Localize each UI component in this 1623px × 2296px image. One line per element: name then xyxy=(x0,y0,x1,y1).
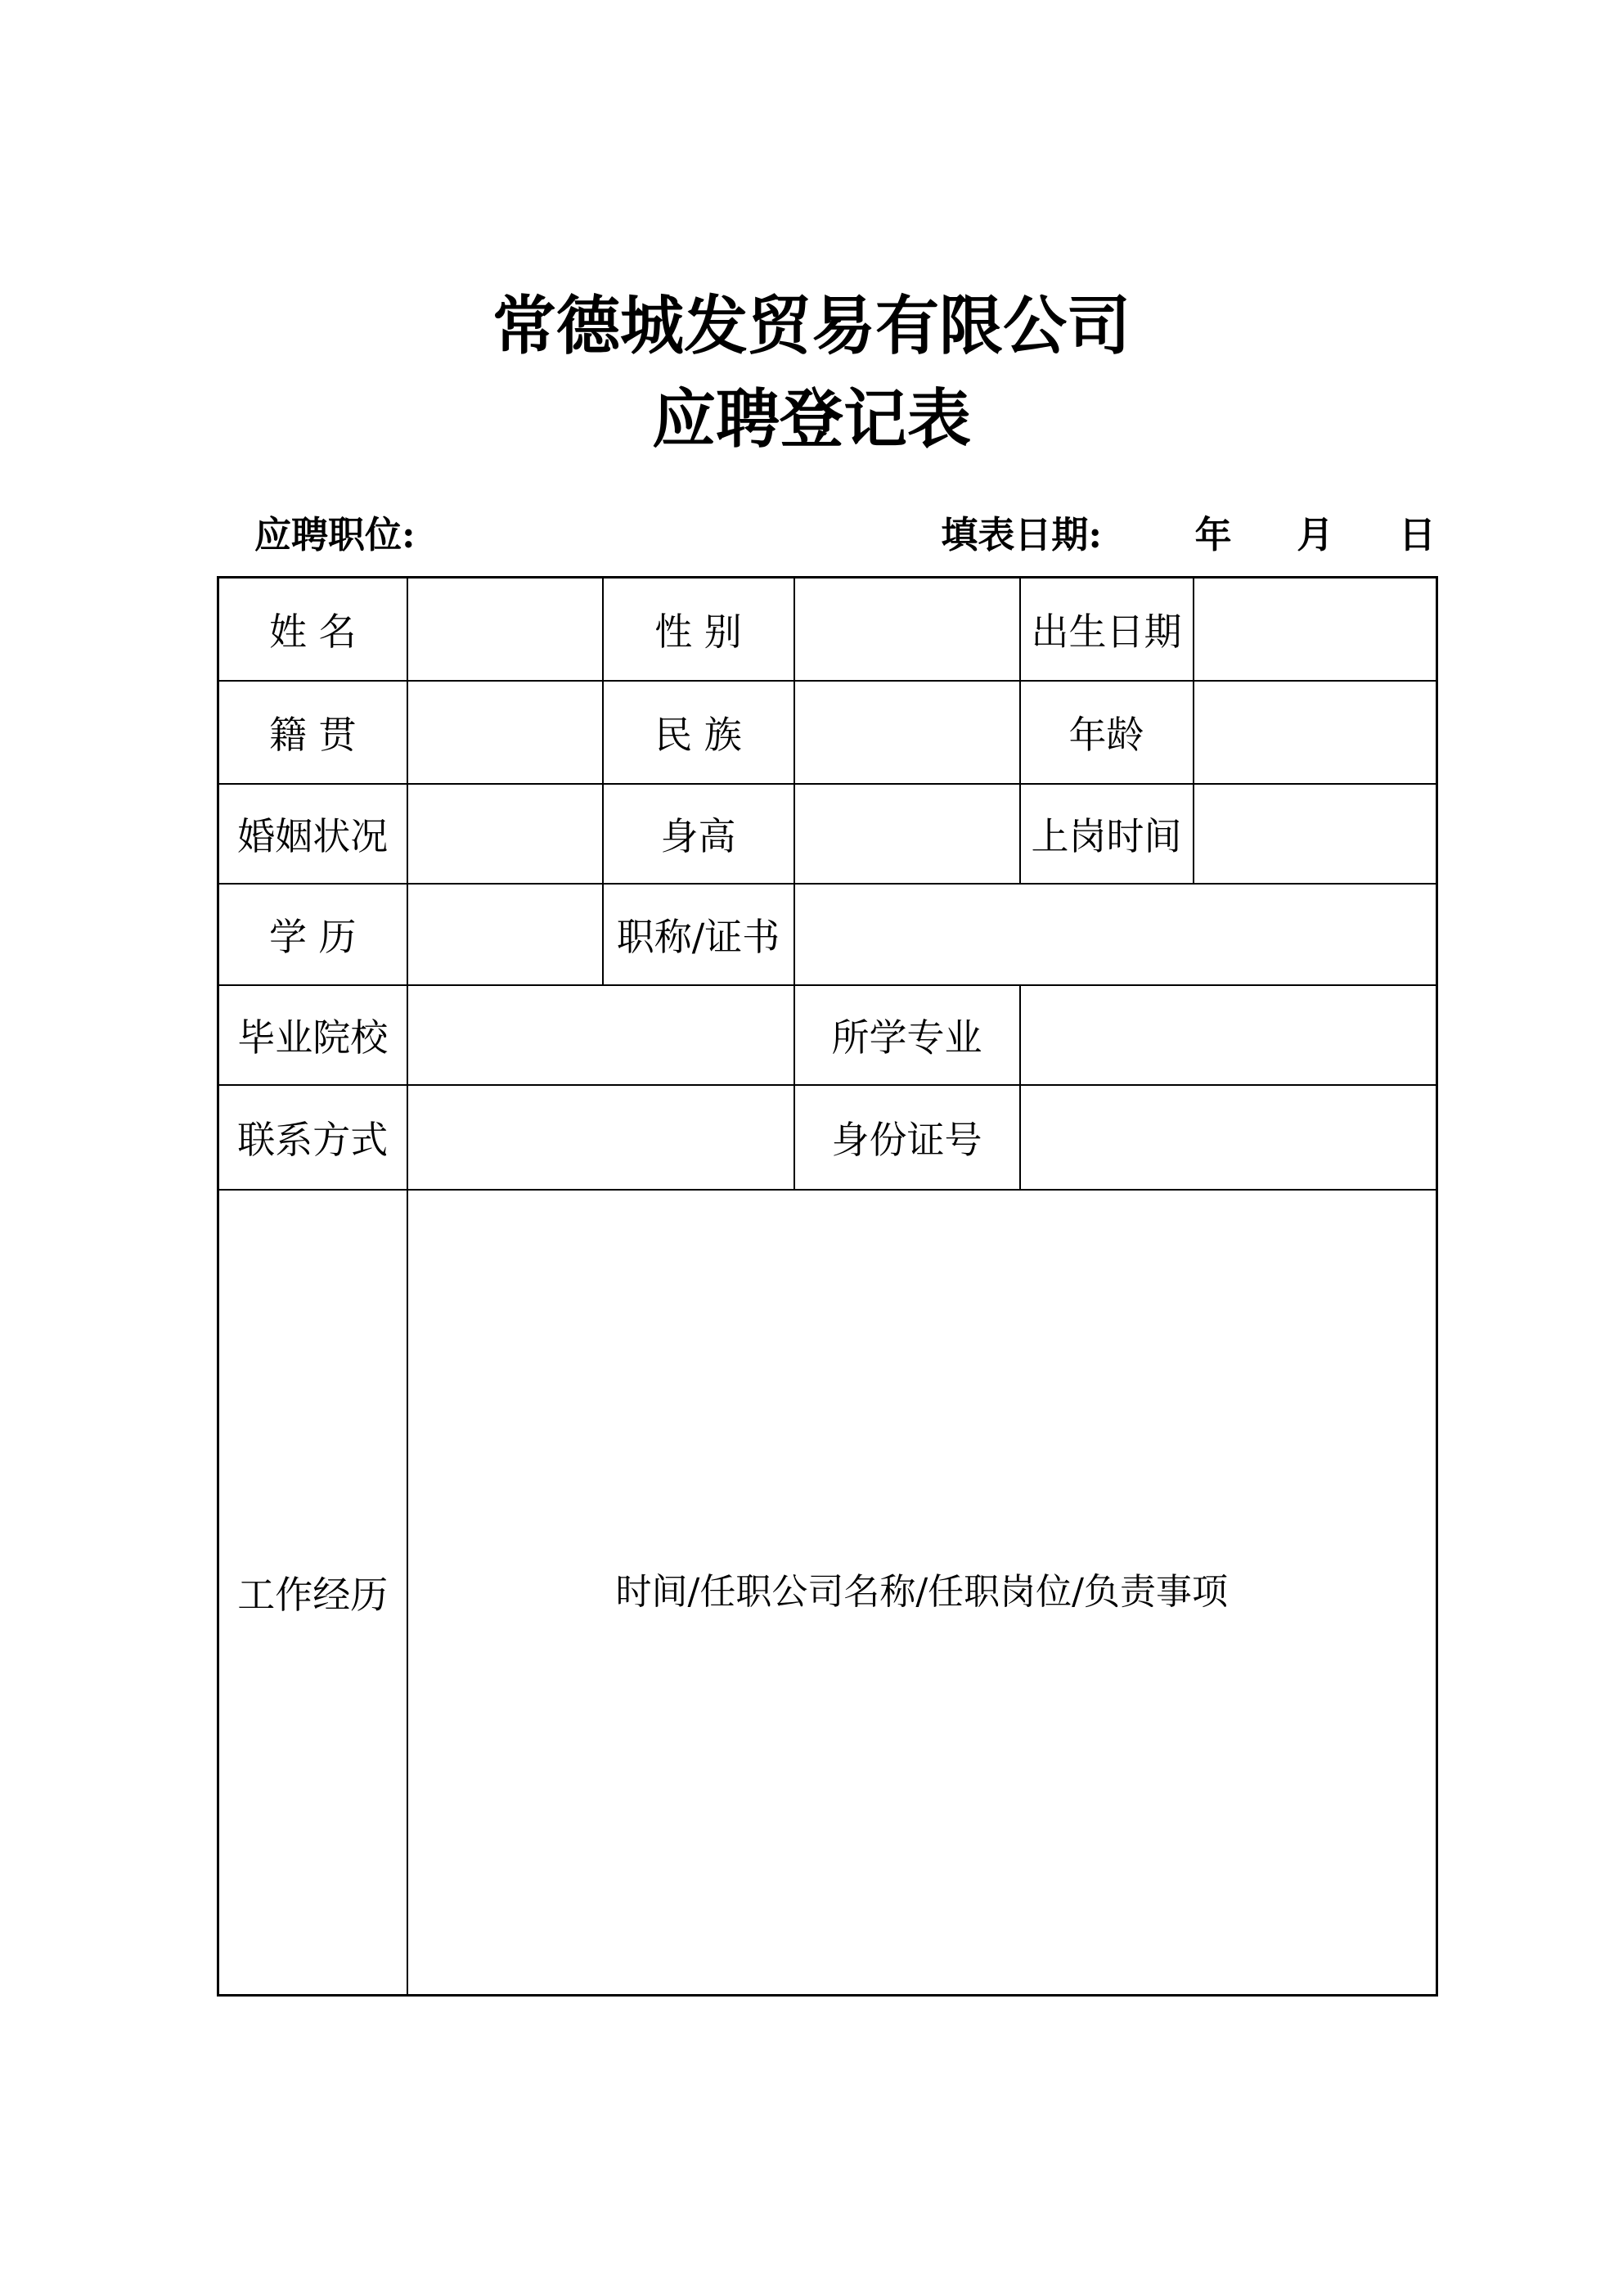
graduate-school-value-cell[interactable] xyxy=(407,985,794,1085)
contact-label: 联系方式 xyxy=(218,1085,407,1190)
height-value-cell[interactable] xyxy=(794,784,1020,884)
form-header xyxy=(217,512,1436,558)
ethnicity-label: 民 族 xyxy=(603,681,794,784)
marital-status-label: 婚姻状况 xyxy=(218,784,407,884)
work-experience-label: 工作经历 xyxy=(218,1190,407,1996)
gender-label: 性 别 xyxy=(603,578,794,681)
age-label: 年龄 xyxy=(1020,681,1194,784)
age-value-cell[interactable] xyxy=(1194,681,1437,784)
id-number-label: 身份证号 xyxy=(794,1085,1020,1190)
title-certificate-label: 职称/证书 xyxy=(603,884,794,985)
table-row xyxy=(218,985,1437,1085)
major-value-cell[interactable] xyxy=(1020,985,1437,1085)
height-label: 身高 xyxy=(603,784,794,884)
table-row xyxy=(218,681,1437,784)
fill-date-label: 填表日期: xyxy=(941,513,1102,556)
ethnicity-value-cell[interactable] xyxy=(794,681,1020,784)
education-value-cell[interactable] xyxy=(407,884,603,985)
application-form-table xyxy=(217,576,1438,1997)
start-time-label: 上岗时间 xyxy=(1020,784,1194,884)
table-row xyxy=(218,1085,1437,1190)
table-row xyxy=(218,884,1437,985)
start-time-value-cell[interactable] xyxy=(1194,784,1437,884)
marital-status-value-cell[interactable] xyxy=(407,784,603,884)
education-label: 学 历 xyxy=(218,884,407,985)
contact-value-cell[interactable] xyxy=(407,1085,794,1190)
major-label: 所学专业 xyxy=(794,985,1020,1085)
graduate-school-label: 毕业院校 xyxy=(218,985,407,1085)
form-title: 应聘登记表 xyxy=(651,382,971,457)
birth-date-value-cell[interactable] xyxy=(1194,578,1437,681)
title-certificate-value-cell[interactable] xyxy=(794,884,1437,985)
id-number-value-cell[interactable] xyxy=(1020,1085,1437,1190)
company-title: 常德城发贸易有限公司 xyxy=(492,289,1131,363)
table-row xyxy=(218,578,1437,681)
name-label: 姓 名 xyxy=(218,578,407,681)
year-label: 年 xyxy=(1194,513,1232,556)
table-row xyxy=(218,1190,1437,1996)
work-experience-content-header: 时间/任职公司名称/任职岗位/负责事项 xyxy=(615,1571,1228,1614)
native-place-value-cell[interactable] xyxy=(407,681,603,784)
native-place-label: 籍 贯 xyxy=(218,681,407,784)
fill-date-group xyxy=(941,512,1436,558)
position-applied-label: 应聘职位: xyxy=(254,513,416,556)
month-label: 月 xyxy=(1297,513,1334,556)
table-row xyxy=(218,784,1437,884)
day-label: 日 xyxy=(1398,513,1436,556)
name-value-cell[interactable] xyxy=(407,578,603,681)
work-experience-content-cell[interactable] xyxy=(407,1190,1437,1996)
birth-date-label: 出生日期 xyxy=(1020,578,1194,681)
gender-value-cell[interactable] xyxy=(794,578,1020,681)
